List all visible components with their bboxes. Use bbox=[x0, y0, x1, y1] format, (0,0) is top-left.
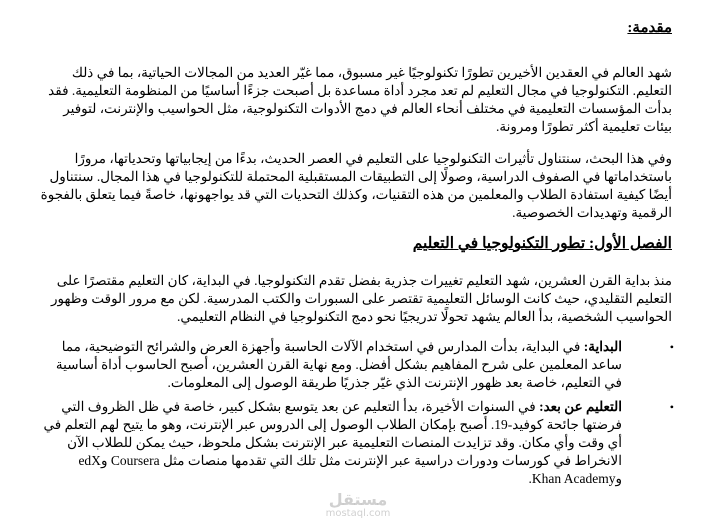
spacer bbox=[40, 38, 672, 64]
bullet-lead-beginning: البداية: bbox=[583, 339, 622, 354]
spacer bbox=[40, 254, 672, 272]
bullet-lead-distance-learning: التعليم عن بعد: bbox=[539, 399, 622, 414]
chapter-1-paragraph: منذ بداية القرن العشرين، شهد التعليم تغييرات جذرية بفضل تقدم التكنولوجيا. في البداية، كان التعليم مقتصرًا على التعليم التقليدي، حيث كانت الوسائل التعليمية تقتصر على السبورات والكتب المدرسية. لكن مع مرور الوقت وظهور الحواسيب الشخصية، بدأ العالم يشهد تحولًا تدريجيًا نحو دمج التكنولوجيا في النظام التعليمي. bbox=[51, 273, 672, 324]
bullet-item-beginning bbox=[40, 338, 674, 392]
bullet-list bbox=[40, 338, 672, 488]
bullet-text-beginning: في البداية، بدأت المدارس في استخدام الآلات الحاسبة وأجهزة العرض والشرائح التوضيحية، مما ساعد المعلمين على شرح المفاهيم بشكل أفضل. ومع نهاية القرن العشرين، أصبح الحاسوب أداة أساسية في التعليم، خاصة بعد ظهور الإنترنت الذي غيّر جذريًا طريقة الوصول إلى المعلومات. bbox=[55, 339, 622, 390]
spacer bbox=[40, 326, 672, 338]
bullet-item-distance-learning bbox=[40, 398, 674, 488]
watermark-logo: مستقل bbox=[328, 490, 388, 509]
bullet-text-distance-learning: في السنوات الأخيرة، بدأ التعليم عن بعد يتوسع بشكل كبير، خاصة في ظل الظروف التي فرضتها جائحة كوفيد-19. أصبح بإمكان الطلاب الوصول إلى الدروس عبر الإنترنت، وهو ما يتيح لهم التعلم في أي وقت وأي مكان. وقد تزايدت المنصات التعليمية عبر الإنترنت بشكل ملحوظ، حيث يمكن للطلاب الآن الانخراط في كورسات ودورات دراسية عبر الإنترنت مثل تلك التي تقدمها منصات مثل Coursera وedX وKhan Academy. bbox=[43, 399, 622, 486]
intro-heading: مقدمة: bbox=[627, 20, 672, 36]
bullet-dot-icon: • bbox=[669, 340, 674, 354]
mostaql-watermark bbox=[318, 492, 398, 520]
bullet-dot-icon: • bbox=[669, 400, 674, 414]
watermark-url: mostaql.com bbox=[325, 508, 391, 519]
document-page bbox=[40, 18, 672, 488]
chapter-1-heading: الفصل الأول: تطور التكنولوجيا في التعليم bbox=[412, 235, 672, 252]
intro-paragraph-2: وفي هذا البحث، سنتناول تأثيرات التكنولوجيا على التعليم في العصر الحديث، بدءًا من إيجابياتها وتحدياتها، مرورًا باستخداماتها في الصفوف الدراسية، وصولًا إلى التطبيقات المستقبلية المحتملة للتكنولوجيا في هذا المجال. سنتناول أيضًا كيفية استفادة الطلاب والمعلمين من هذه التقنيات، وكذلك التحديات التي قد يواجهونها، خاصةً فيما يتعلق بالفجوة الرقمية وتهديدات الخصوصية. bbox=[40, 151, 672, 220]
spacer bbox=[40, 222, 672, 234]
intro-paragraph-1: شهد العالم في العقدين الأخيرين تطورًا تكنولوجيًا غير مسبوق، مما غيّر العديد من المجالات الحياتية، بما في ذلك التعليم. التكنولوجيا في مجال التعليم لم تعد مجرد أداة مساعدة بل أصبحت جزءًا أساسيًا من المنظومة التعليمية. فقد بدأت المؤسسات التعليمية في مختلف أنحاء العالم في دمج الأدوات التكنولوجية، مثل الحواسيب والإنترنت، لتوفير بيئات تعليمية أكثر تطورًا ومرونة. bbox=[48, 65, 672, 134]
spacer bbox=[40, 136, 672, 150]
